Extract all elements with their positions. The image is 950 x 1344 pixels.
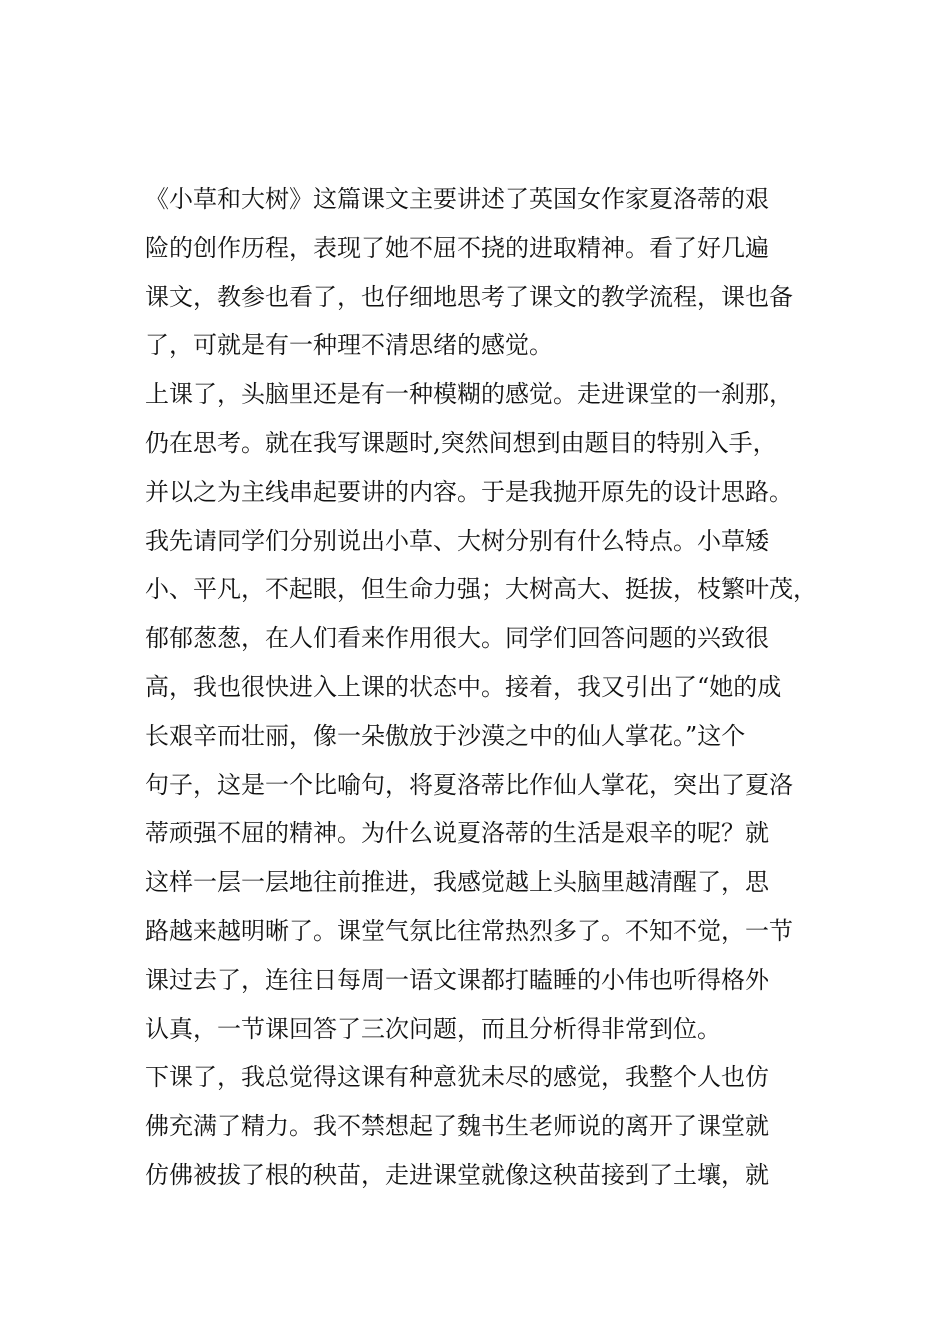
text-line-7: 并以之为主线串起要讲的内容。于是我抛开原先的设计思路。: [145, 477, 793, 506]
text-line-3: 课文，教参也看了，也仔细地思考了课文的教学流程，课也备: [145, 282, 793, 311]
text-line-8: 我先请同学们分别说出小草、大树分别有什么特点。小草矮: [145, 526, 769, 555]
text-line-15: 这样一层一层地往前推进，我感觉越上头脑里越清醒了，思: [145, 868, 769, 897]
text-line-1: 《小草和大树》这篇课文主要讲述了英国女作家夏洛蒂的艰: [145, 185, 769, 213]
text-line-4: 了，可就是有一种理不清思绪的感觉。: [145, 331, 553, 360]
text-line-21: 仿佛被拔了根的秧苗，走进课堂就像这秧苗接到了土壤，就: [145, 1160, 769, 1189]
text-line-14: 蒂顽强不屈的精神。为什么说夏洛蒂的生活是艰辛的呢？就: [145, 819, 769, 848]
text-line-6: 仍在思考。就在我写课题时,突然间想到由题目的特别入手，: [145, 428, 777, 457]
text-line-13: 句子，这是一个比喻句，将夏洛蒂比作仙人掌花，突出了夏洛: [145, 770, 793, 799]
body-text: [145, 175, 817, 1200]
text-line-19: 下课了，我总觉得这课有种意犹未尽的感觉，我整个人也仿: [145, 1063, 769, 1092]
text-line-16: 路越来越明晰了。课堂气氛比往常热烈多了。不知不觉，一节: [145, 916, 793, 945]
text-line-20: 佛充满了精力。我不禁想起了魏书生老师说的离开了课堂就: [145, 1112, 769, 1141]
text-line-11: 高，我也很快进入上课的状态中。接着，我又引出了“她的成: [145, 672, 782, 701]
text-line-18: 认真，一节课回答了三次问题，而且分析得非常到位。: [145, 1014, 721, 1043]
text-line-10: 郁郁葱葱，在人们看来作用很大。同学们回答问题的兴致很: [145, 624, 769, 653]
text-line-17: 课过去了，连往日每周一语文课都打瞌睡的小伟也听得格外: [145, 965, 769, 994]
text-line-5: 上课了，头脑里还是有一种模糊的感觉。走进课堂的一刹那，: [145, 380, 793, 409]
text-line-12: 长艰辛而壮丽，像一朵傲放于沙漠之中的仙人掌花。”这个: [145, 721, 746, 750]
text-line-9: 小、平凡，不起眼，但生命力强；大树高大、挺拔，枝繁叶茂，: [145, 575, 817, 604]
text-line-2: 险的创作历程，表现了她不屈不挠的进取精神。看了好几遍: [145, 233, 769, 262]
